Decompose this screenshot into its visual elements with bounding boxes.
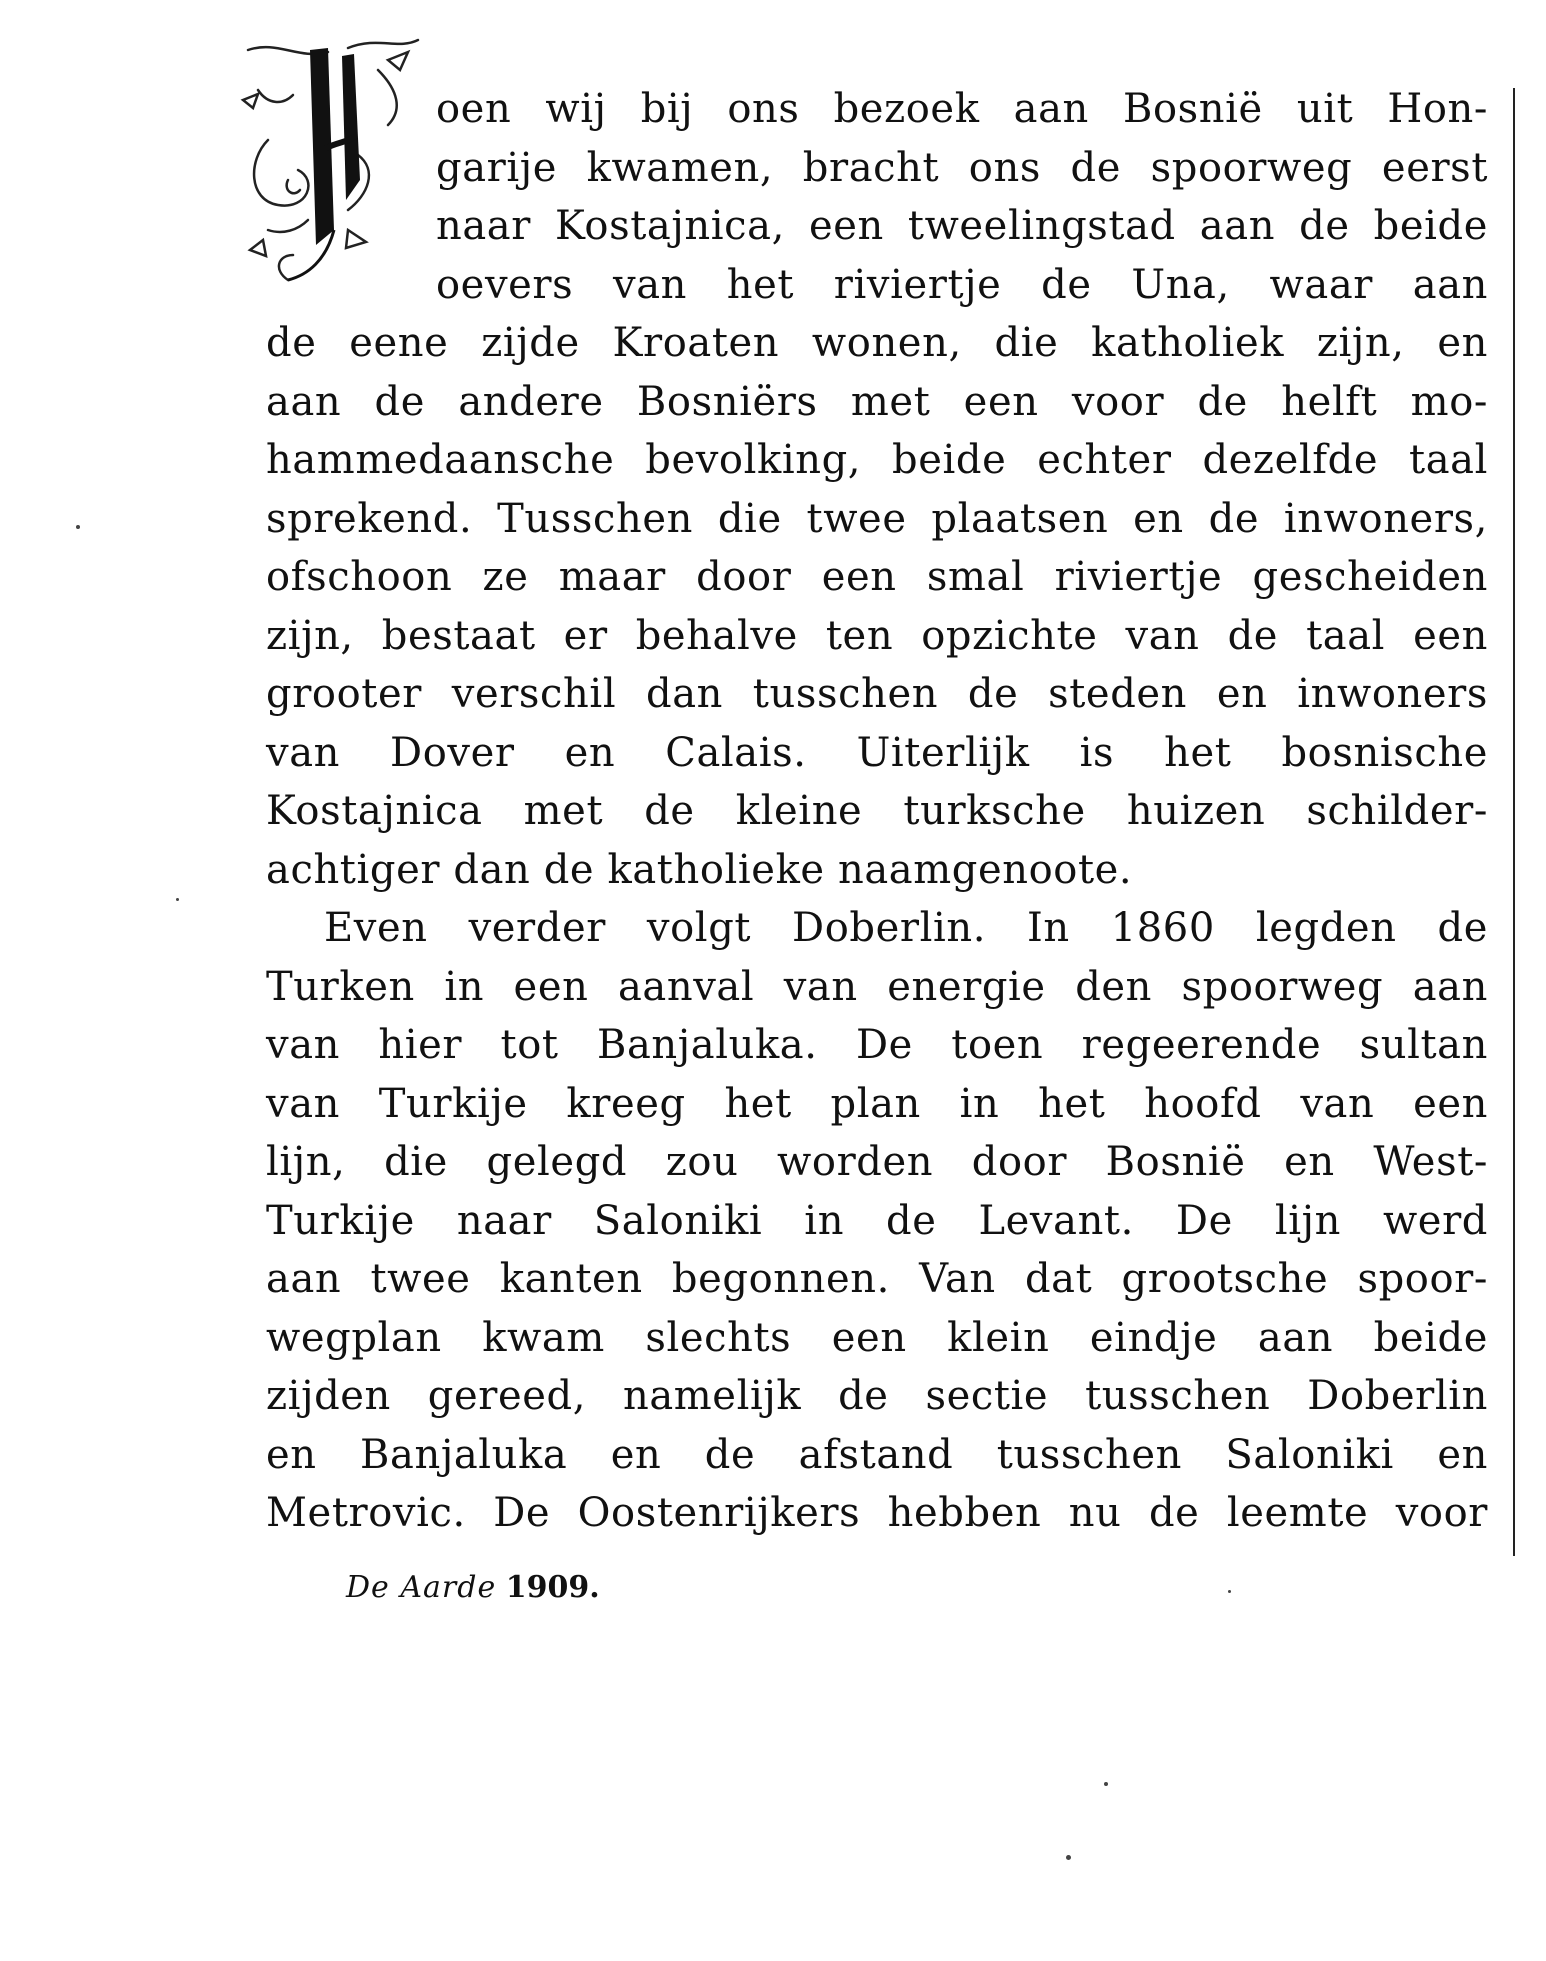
text-line: sprekend. Tusschen die twee plaatsen en de inwoners, (266, 495, 1488, 542)
text-line: grooter verschil dan tusschen de steden en inwoners (266, 671, 1488, 717)
text-line: Turken in een aanval van energie den spoorweg aan (266, 963, 1488, 1010)
text-line: oevers van het riviertje de Una, waar aan (436, 261, 1488, 308)
text-line: van Dover en Calais. Uiterlijk is het bosnische (266, 729, 1488, 776)
text-line: de eene zijde Kroaten wonen, die katholiek zijn, en (266, 320, 1488, 366)
text-line: ofschoon ze maar door een smal riviertje gescheiden (266, 554, 1488, 600)
text-line: wegplan kwam slechts een klein eindje aan beide (266, 1314, 1488, 1361)
text-line: Kostajnica met de kleine turksche huizen schilder- (266, 788, 1488, 834)
text-line: garije kwamen, bracht ons de spoorweg eerst (436, 144, 1488, 191)
text-line: Turkije naar Saloniki in de Levant. De lijn werd (266, 1197, 1488, 1244)
print-speck (76, 525, 80, 529)
text-line: van hier tot Banjaluka. De toen regeerende sultan (266, 1022, 1488, 1068)
text-line: naar Kostajnica, een tweelingstad aan de beide (436, 203, 1488, 249)
text-line: Even verder volgt Doberlin. In 1860 legden de (324, 905, 1488, 951)
text-line: achtiger dan de katholieke naamgenoote. (266, 846, 1133, 893)
print-speck (1104, 1782, 1108, 1786)
text-line: aan twee kanten begonnen. Van dat grootsche spoor- (266, 1256, 1488, 1302)
text-line: Metrovic. De Oostenrijkers hebben nu de leemte voor (266, 1490, 1488, 1536)
source-year: 1909. (505, 1570, 600, 1605)
print-speck (1228, 1590, 1231, 1593)
source-title: De Aarde (346, 1570, 497, 1605)
print-speck (1066, 1855, 1071, 1860)
source-footer (346, 1568, 600, 1608)
body-text (266, 80, 1488, 1543)
text-line: aan de andere Bosniërs met een voor de helft mo- (266, 378, 1488, 425)
print-speck (176, 898, 179, 901)
text-line: van Turkije kreeg het plan in het hoofd van een (266, 1080, 1488, 1127)
text-line: en Banjaluka en de afstand tusschen Saloniki en (266, 1431, 1488, 1478)
text-line: hammedaansche bevolking, beide echter dezelfde taal (266, 437, 1488, 483)
margin-rule (1513, 88, 1515, 1556)
text-line: lijn, die gelegd zou worden door Bosnië en West- (266, 1139, 1488, 1185)
text-line: oen wij bij ons bezoek aan Bosnië uit Hon- (436, 86, 1488, 132)
text-line: zijn, bestaat er behalve ten opzichte van de taal een (266, 612, 1488, 659)
text-line: zijden gereed, namelijk de sectie tusschen Doberlin (266, 1373, 1488, 1419)
